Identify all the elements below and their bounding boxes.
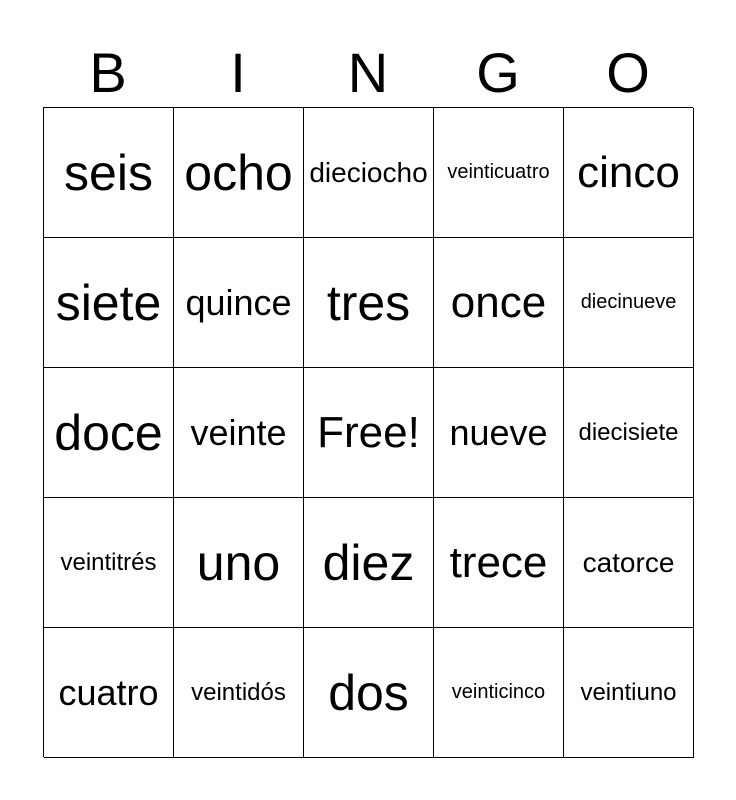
header-letter-g: G — [476, 41, 520, 104]
free-space[interactable]: Free! — [304, 368, 434, 498]
bingo-cell[interactable]: veinticinco — [434, 628, 564, 758]
bingo-cell[interactable]: veintiuno — [564, 628, 694, 758]
bingo-cell[interactable]: veinticuatro — [434, 108, 564, 238]
bingo-cell[interactable]: uno — [174, 498, 304, 628]
header-letter-b: B — [89, 41, 127, 104]
bingo-cell[interactable]: quince — [174, 238, 304, 368]
bingo-cell[interactable]: tres — [304, 238, 434, 368]
bingo-header — [43, 38, 693, 108]
bingo-cell[interactable]: veintidós — [174, 628, 304, 758]
bingo-cell[interactable]: catorce — [564, 498, 694, 628]
bingo-cell[interactable]: seis — [44, 108, 174, 238]
bingo-cell[interactable]: veinte — [174, 368, 304, 498]
bingo-cell[interactable]: ocho — [174, 108, 304, 238]
bingo-cell[interactable]: trece — [434, 498, 564, 628]
bingo-cell[interactable]: diez — [304, 498, 434, 628]
bingo-cell[interactable]: cinco — [564, 108, 694, 238]
bingo-cell[interactable]: dieciocho — [304, 108, 434, 238]
bingo-cell[interactable]: diecisiete — [564, 368, 694, 498]
bingo-cell[interactable]: cuatro — [44, 628, 174, 758]
header-letter-n: N — [347, 41, 389, 104]
bingo-cell[interactable]: veintitrés — [44, 498, 174, 628]
bingo-cell[interactable]: siete — [44, 238, 174, 368]
header-letter-i: I — [230, 41, 246, 104]
bingo-cell[interactable]: once — [434, 238, 564, 368]
bingo-cell[interactable]: dos — [304, 628, 434, 758]
bingo-grid — [43, 107, 693, 757]
bingo-cell[interactable]: diecinueve — [564, 238, 694, 368]
bingo-cell[interactable]: doce — [44, 368, 174, 498]
header-letter-o: O — [606, 41, 650, 104]
bingo-cell[interactable]: nueve — [434, 368, 564, 498]
